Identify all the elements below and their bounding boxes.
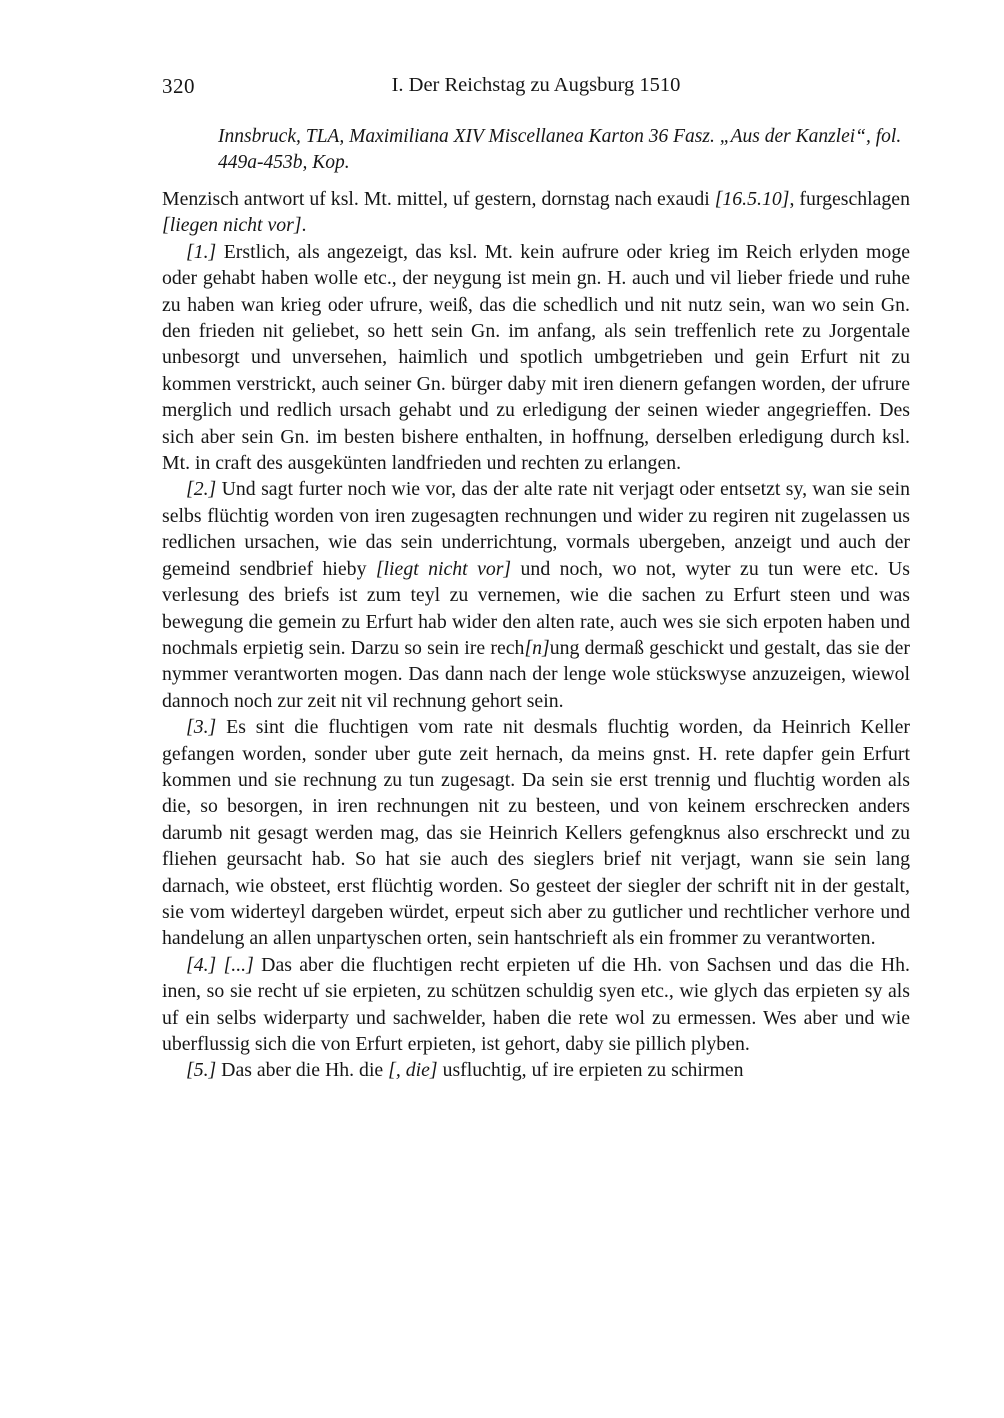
body-text-run: ung dermaß geschickt und gestalt, das sie der nymmer verantworten mogen. Das dann nach der lenge wole stückswyse anzuzeigen, wiewol dannoch noch zur zeit nit vil rechnung gehort sein. [162,636,910,712]
editorial-insertion: [, die] [388,1059,438,1082]
editorial-insertion: [2.] [186,478,217,501]
body-text-run: Es sint die fluchtigen vom rate nit desmals fluchtig worden, da Heinrich Keller gefangen worden, sonder uber gute zeit hernach, da meins gnst. H. rete dapfer gein Erfurt kommen und sie rechnung zu tun zugesagt. Da sein sie erst trennig und fluchtig worden als die, so besorgen, in iren rechnungen nit zu besteen, und von keinem erschrecken anders darumb nit gesagt werden mag, das sie Heinrich Kellers gefengknus also erschreckt und zu fliehen geursacht hab. So hat sie auch des sieglers brief nit verjagt, wann sie sein lang darnach, wie obsteet, erst flüchtig worden. So gesteet der siegler der schrift nit in der gestalt, sie vom widerteyl dargeben würdet, erpeut sich aber zu gutlicher und rechtlicher verhore und handelung an allen unpartyschen orten, sein hantschrieft als ein frommer zu verantworten. [162,716,910,950]
editorial-insertion: [liegen nicht vor] [162,214,302,237]
running-header: I. Der Reichstag zu Augsburg 1510 [391,74,681,96]
source-citation: Innsbruck, TLA, Maximiliana XIV Miscellanea Karton 36 Fasz. „Aus der Kanzlei“, fol. 449a-453b, Kop. [218,126,902,173]
editorial-insertion: [3.] [186,716,217,739]
paragraph [162,186,910,239]
editorial-insertion: [4.] [...] [186,953,254,976]
editorial-insertion: [16.5.10] [714,188,790,210]
text-column [162,74,910,1084]
body-text-run: Erstlich, als angezeigt, das ksl. Mt. kein aufrure oder krieg im Reich erlyden moge oder gehabt haben wolle etc., der neygung ist mein gn. H. auch und vil lieber friede und ruhe zu haben wan krieg oder ufrure, weiß, das die schedlich und nit nutz sein, wan wo sein Gn. den frieden nit geliebet, so hett sein Gn. im anfang, als sein treffenlich rete zu Jorgentale unbesorgt und unversehen, haimlich und spotlich umbgetrieben und gein Erfurt nit zu kommen verstrickt, auch seiner Gn. bürger daby mit iren dienern gefangen worden, der ufrure merglich und redlich ursach gehabt und zu erledigung der seinen wieder angegrieffen. Des sich aber sein Gn. im besten bishere enthalten, in hoffnung, derselben erledigung durch ksl. Mt. in craft des ausgekünten landfrieden und rechten zu erlangen. [162,240,910,475]
paragraph [162,952,910,1058]
body-text-run: Das aber die Hh. die [216,1059,389,1082]
editorial-insertion: [liegt nicht vor] [375,557,512,580]
body-text-run: und noch, wo not, wyter zu tun were etc. Us verlesung des briefs ist zum teyl zu vernemen, wie die sachen zu Erfurt steen und was bewegung die gemein zu Erfurt hab wider den alten rate, auch wes sie sich erpoten haben und nochmals erpietig sein. Darzu so sein ire rech [162,557,910,659]
body-text-run: Und sagt furter noch wie vor, das der alte rate nit verjagt oder entsetzt sy, wan sie sein selbs flüchtig worden von iren zugesagten rechnungen und wider zu regiren nit zugelassen us redlichen ursachen, wie das sein underrichtung, vormals ubergeben, anzeigt und auch der gemeind sendbrief hieby [162,478,910,580]
paragraph [162,239,910,477]
editorial-insertion: [5.] [186,1059,217,1082]
body-text-run: usfluchtig, uf ire erpieten zu schirmen [437,1059,744,1082]
page-number: 320 [162,74,195,98]
body-text-run: Das aber die fluchtigen recht erpieten uf die Hh. von Sachsen und das die Hh. inen, so sie recht uf sie erpieten, zu schützen schuldig syen etc., wie glych das erpieten sy als uf ein selbs widerparty und sachwelder, haben die rete wol zu ermessen. Wes aber und wie uberflussig sich die von Erfurt erpieten, ist gehort, daby sie pillich plyben. [162,953,910,1055]
editorial-insertion: [1.] [186,240,217,263]
paragraph [162,476,910,714]
document-body [162,186,910,1084]
body-text-run: Menzisch antwort uf ksl. Mt. mittel, uf gestern, dornstag nach exaudi [162,188,715,210]
editorial-insertion: [n] [524,636,550,659]
body-text-run: . [301,214,307,237]
page-header [162,74,910,102]
paragraph [162,1057,910,1083]
body-text-run: , furgeschlagen [789,188,910,210]
paragraph [162,714,910,952]
